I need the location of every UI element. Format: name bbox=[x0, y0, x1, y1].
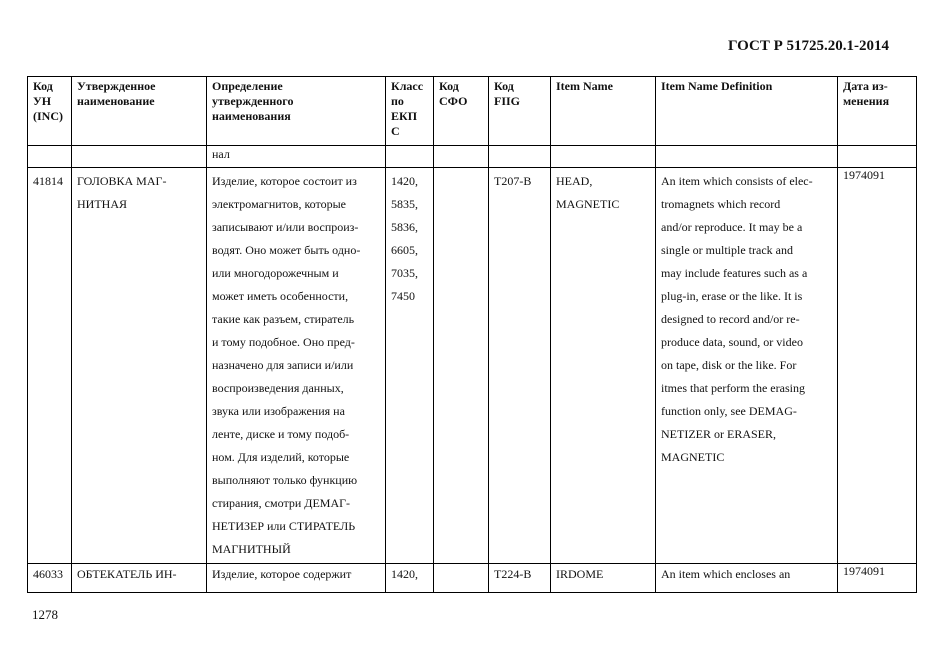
table-row-continuation bbox=[28, 146, 917, 168]
cell-approved-name: ОБТЕКАТЕЛЬ ИН- bbox=[72, 564, 207, 593]
table-header-row bbox=[28, 77, 917, 146]
cell-empty bbox=[489, 146, 551, 168]
cell-definition: Изделие, которое содержит bbox=[207, 564, 386, 593]
cell-inc: 46033 bbox=[28, 564, 72, 593]
cell-item-name: IRDOME bbox=[551, 564, 656, 593]
cell-class: 1420, bbox=[386, 564, 434, 593]
cell-empty bbox=[434, 146, 489, 168]
col-header-definition: Определение утвержденного наименования bbox=[207, 77, 386, 146]
col-header-item-name: Item Name bbox=[551, 77, 656, 146]
cell-empty bbox=[72, 146, 207, 168]
col-header-approved-name: Утвержденное наименование bbox=[72, 77, 207, 146]
cell-item-definition: An item which consists of elec- tromagnets which record and/or reproduce. It may be a single or multiple track and may include features such as a plug-in, erase or the like. It is designed to record and/or re- produce data, sound, or video on tape, disk or the like. For itmes that perform the erasing function only, see DEMAG- NETIZER or ERASER, MAGNETIC bbox=[656, 168, 838, 564]
cell-fiig: T224-B bbox=[489, 564, 551, 593]
col-header-class: Класс по ЕКП С bbox=[386, 77, 434, 146]
col-header-inc: Код УН (INC) bbox=[28, 77, 72, 146]
cell-fiig: T207-B bbox=[489, 168, 551, 564]
cell-sfo bbox=[434, 564, 489, 593]
cell-empty bbox=[551, 146, 656, 168]
cell-item-name: HEAD, MAGNETIC bbox=[551, 168, 656, 564]
col-header-item-name-definition: Item Name Definition bbox=[656, 77, 838, 146]
cell-definition: нал bbox=[207, 146, 386, 168]
cell-change-date: 1974091 bbox=[838, 168, 917, 564]
cell-sfo bbox=[434, 168, 489, 564]
cell-definition: Изделие, которое состоит из электромагнитов, которые записывают и/или воспроиз- водят. Оно может быть одно- или многодорожечным и может иметь особенности, такие как разъем, стиратель и тому подобное. Оно пред- назначено для записи и/или воспроизведения данных, звука или изображения на ленте, диске и тому подоб- ном. Для изделий, которые выполняют только функцию стирания, смотри ДЕМАГ- НЕТИЗЕР или СТИРАТЕЛЬ МАГНИТНЫЙ bbox=[207, 168, 386, 564]
page-number: 1278 bbox=[32, 607, 58, 622]
cell-inc: 41814 bbox=[28, 168, 72, 564]
cell-approved-name: ГОЛОВКА МАГ- НИТНАЯ bbox=[72, 168, 207, 564]
cell-item-definition: An item which encloses an bbox=[656, 564, 838, 593]
table-row bbox=[28, 564, 917, 593]
cell-empty bbox=[28, 146, 72, 168]
document-code: ГОСТ Р 51725.20.1-2014 bbox=[727, 38, 889, 54]
col-header-change-date: Дата из- менения bbox=[838, 77, 917, 146]
cell-empty bbox=[386, 146, 434, 168]
cell-empty bbox=[656, 146, 838, 168]
col-header-sfo: Код СФО bbox=[434, 77, 489, 146]
cell-empty bbox=[838, 146, 917, 168]
col-header-fiig: Код FIIG bbox=[489, 77, 551, 146]
items-table bbox=[27, 76, 917, 593]
cell-class: 1420, 5835, 5836, 6605, 7035, 7450 bbox=[386, 168, 434, 564]
table-row bbox=[28, 168, 917, 564]
cell-change-date: 1974091 bbox=[838, 564, 917, 593]
